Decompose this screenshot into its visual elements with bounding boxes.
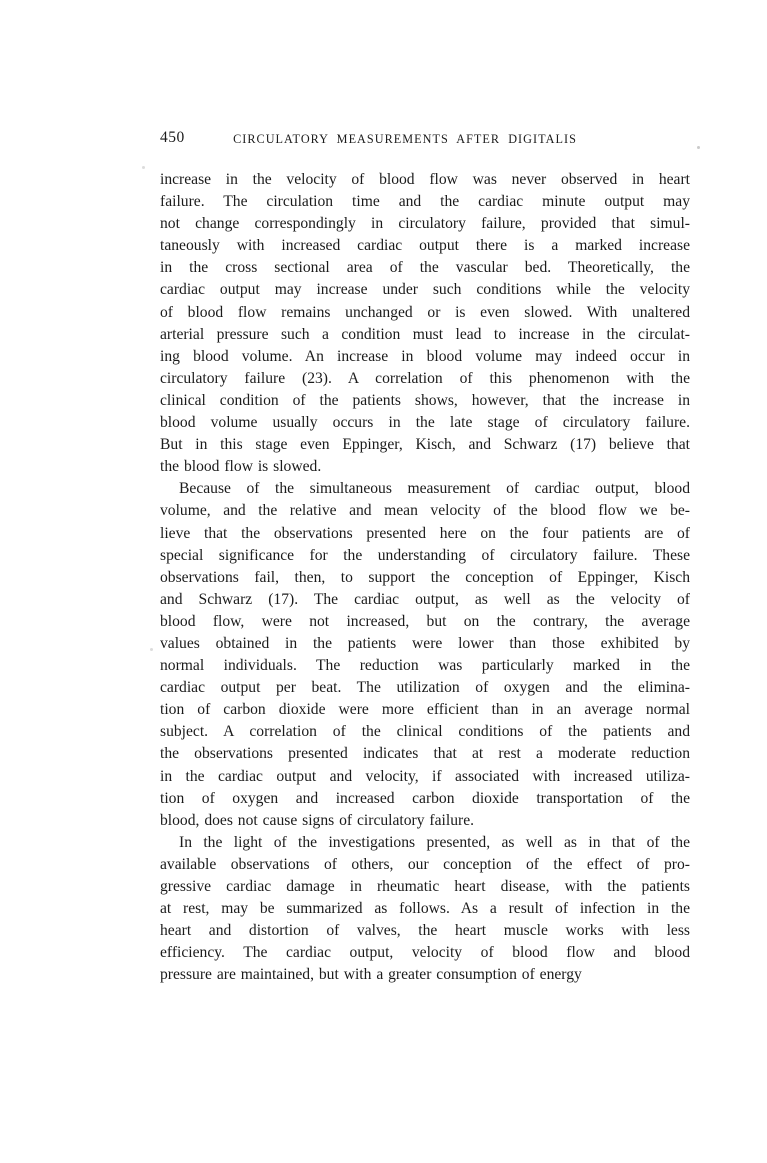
scan-speck [142, 166, 145, 169]
text-line: subject. A correlation of the clinical conditions of the patients and [160, 723, 690, 741]
text-line: in the cross sectional area of the vascular bed. Theoretically, the [160, 259, 690, 277]
text-line: failure. The circulation time and the cardiac minute output may [160, 193, 690, 211]
text-line: gressive cardiac damage in rheumatic heart disease, with the patients [160, 878, 690, 895]
text-line: not change correspondingly in circulatory failure, provided that simul- [160, 215, 690, 233]
scan-speck [150, 648, 153, 651]
scan-speck [697, 146, 700, 149]
text-line: clinical condition of the patients shows, however, that the increase in [160, 391, 690, 409]
text-line: normal individuals. The reduction was particularly marked in the [160, 657, 690, 675]
text-line: values obtained in the patients were lower than those exhibited by [160, 634, 690, 652]
body-text [160, 169, 690, 986]
text-line: taneously with increased cardiac output there is a marked increase [160, 237, 690, 255]
text-line: cardiac output may increase under such conditions while the velocity [160, 281, 690, 299]
text-line: blood, does not cause signs of circulatory failure. [160, 811, 475, 829]
text-line: available observations of others, our conception of the effect of pro- [160, 855, 690, 873]
text-line: increase in the velocity of blood flow was never observed in heart [160, 171, 690, 188]
text-line: in the cardiac output and velocity, if associated with increased utiliza- [160, 767, 690, 785]
text-line: the blood flow is slowed. [160, 458, 322, 476]
text-line: observations fail, then, to support the conception of Eppinger, Kisch [160, 568, 690, 586]
paragraph [160, 478, 690, 832]
text-line: and Schwarz (17). The cardiac output, as well as the velocity of [160, 590, 690, 608]
text-line: of blood flow remains unchanged or is even slowed. With unaltered [160, 303, 690, 321]
paragraph [160, 169, 690, 478]
paragraph [160, 832, 690, 987]
text-line: tion of oxygen and increased carbon dioxide transportation of the [160, 789, 690, 807]
text-line: But in this stage even Eppinger, Kisch, and Schwarz (17) believe that [160, 436, 690, 454]
text-line: arterial pressure such a condition must lead to increase in the circulat- [160, 325, 690, 343]
page-number: 450 [160, 129, 185, 146]
text-line: cardiac output per beat. The utilization of oxygen and the elimina- [160, 679, 690, 697]
text-line: pressure are maintained, but with a greater consumption of energy [160, 966, 582, 984]
text-line: blood flow, were not increased, but on the contrary, the average [160, 612, 690, 630]
text-line: at rest, may be summarized as follows. As a result of infection in the [160, 900, 690, 918]
text-line: heart and distortion of valves, the heart muscle works with less [160, 922, 690, 940]
text-line: volume, and the relative and mean velocity of the blood flow we be- [160, 502, 690, 520]
text-line: circulatory failure (23). A correlation of this phenomenon with the [160, 369, 690, 387]
text-line: ing blood volume. An increase in blood volume may indeed occur in [160, 347, 690, 365]
text-line: blood volume usually occurs in the late stage of circulatory failure. [160, 414, 690, 432]
text-line: In the light of the investigations presented, as well as in that of the [179, 833, 690, 851]
text-line: lieve that the observations presented here on the four patients are of [160, 524, 690, 542]
text-line: the observations presented indicates that at rest a moderate reduction [160, 745, 690, 763]
running-head: CIRCULATORY MEASUREMENTS AFTER DIGITALIS [233, 132, 577, 146]
page-header [160, 129, 690, 151]
text-line: tion of carbon dioxide were more efficient than in an average normal [160, 701, 690, 719]
text-line: Because of the simultaneous measurement of cardiac output, blood [179, 480, 690, 498]
text-line: special significance for the understanding of circulatory failure. These [160, 546, 690, 564]
text-line: efficiency. The cardiac output, velocity of blood flow and blood [160, 944, 690, 962]
